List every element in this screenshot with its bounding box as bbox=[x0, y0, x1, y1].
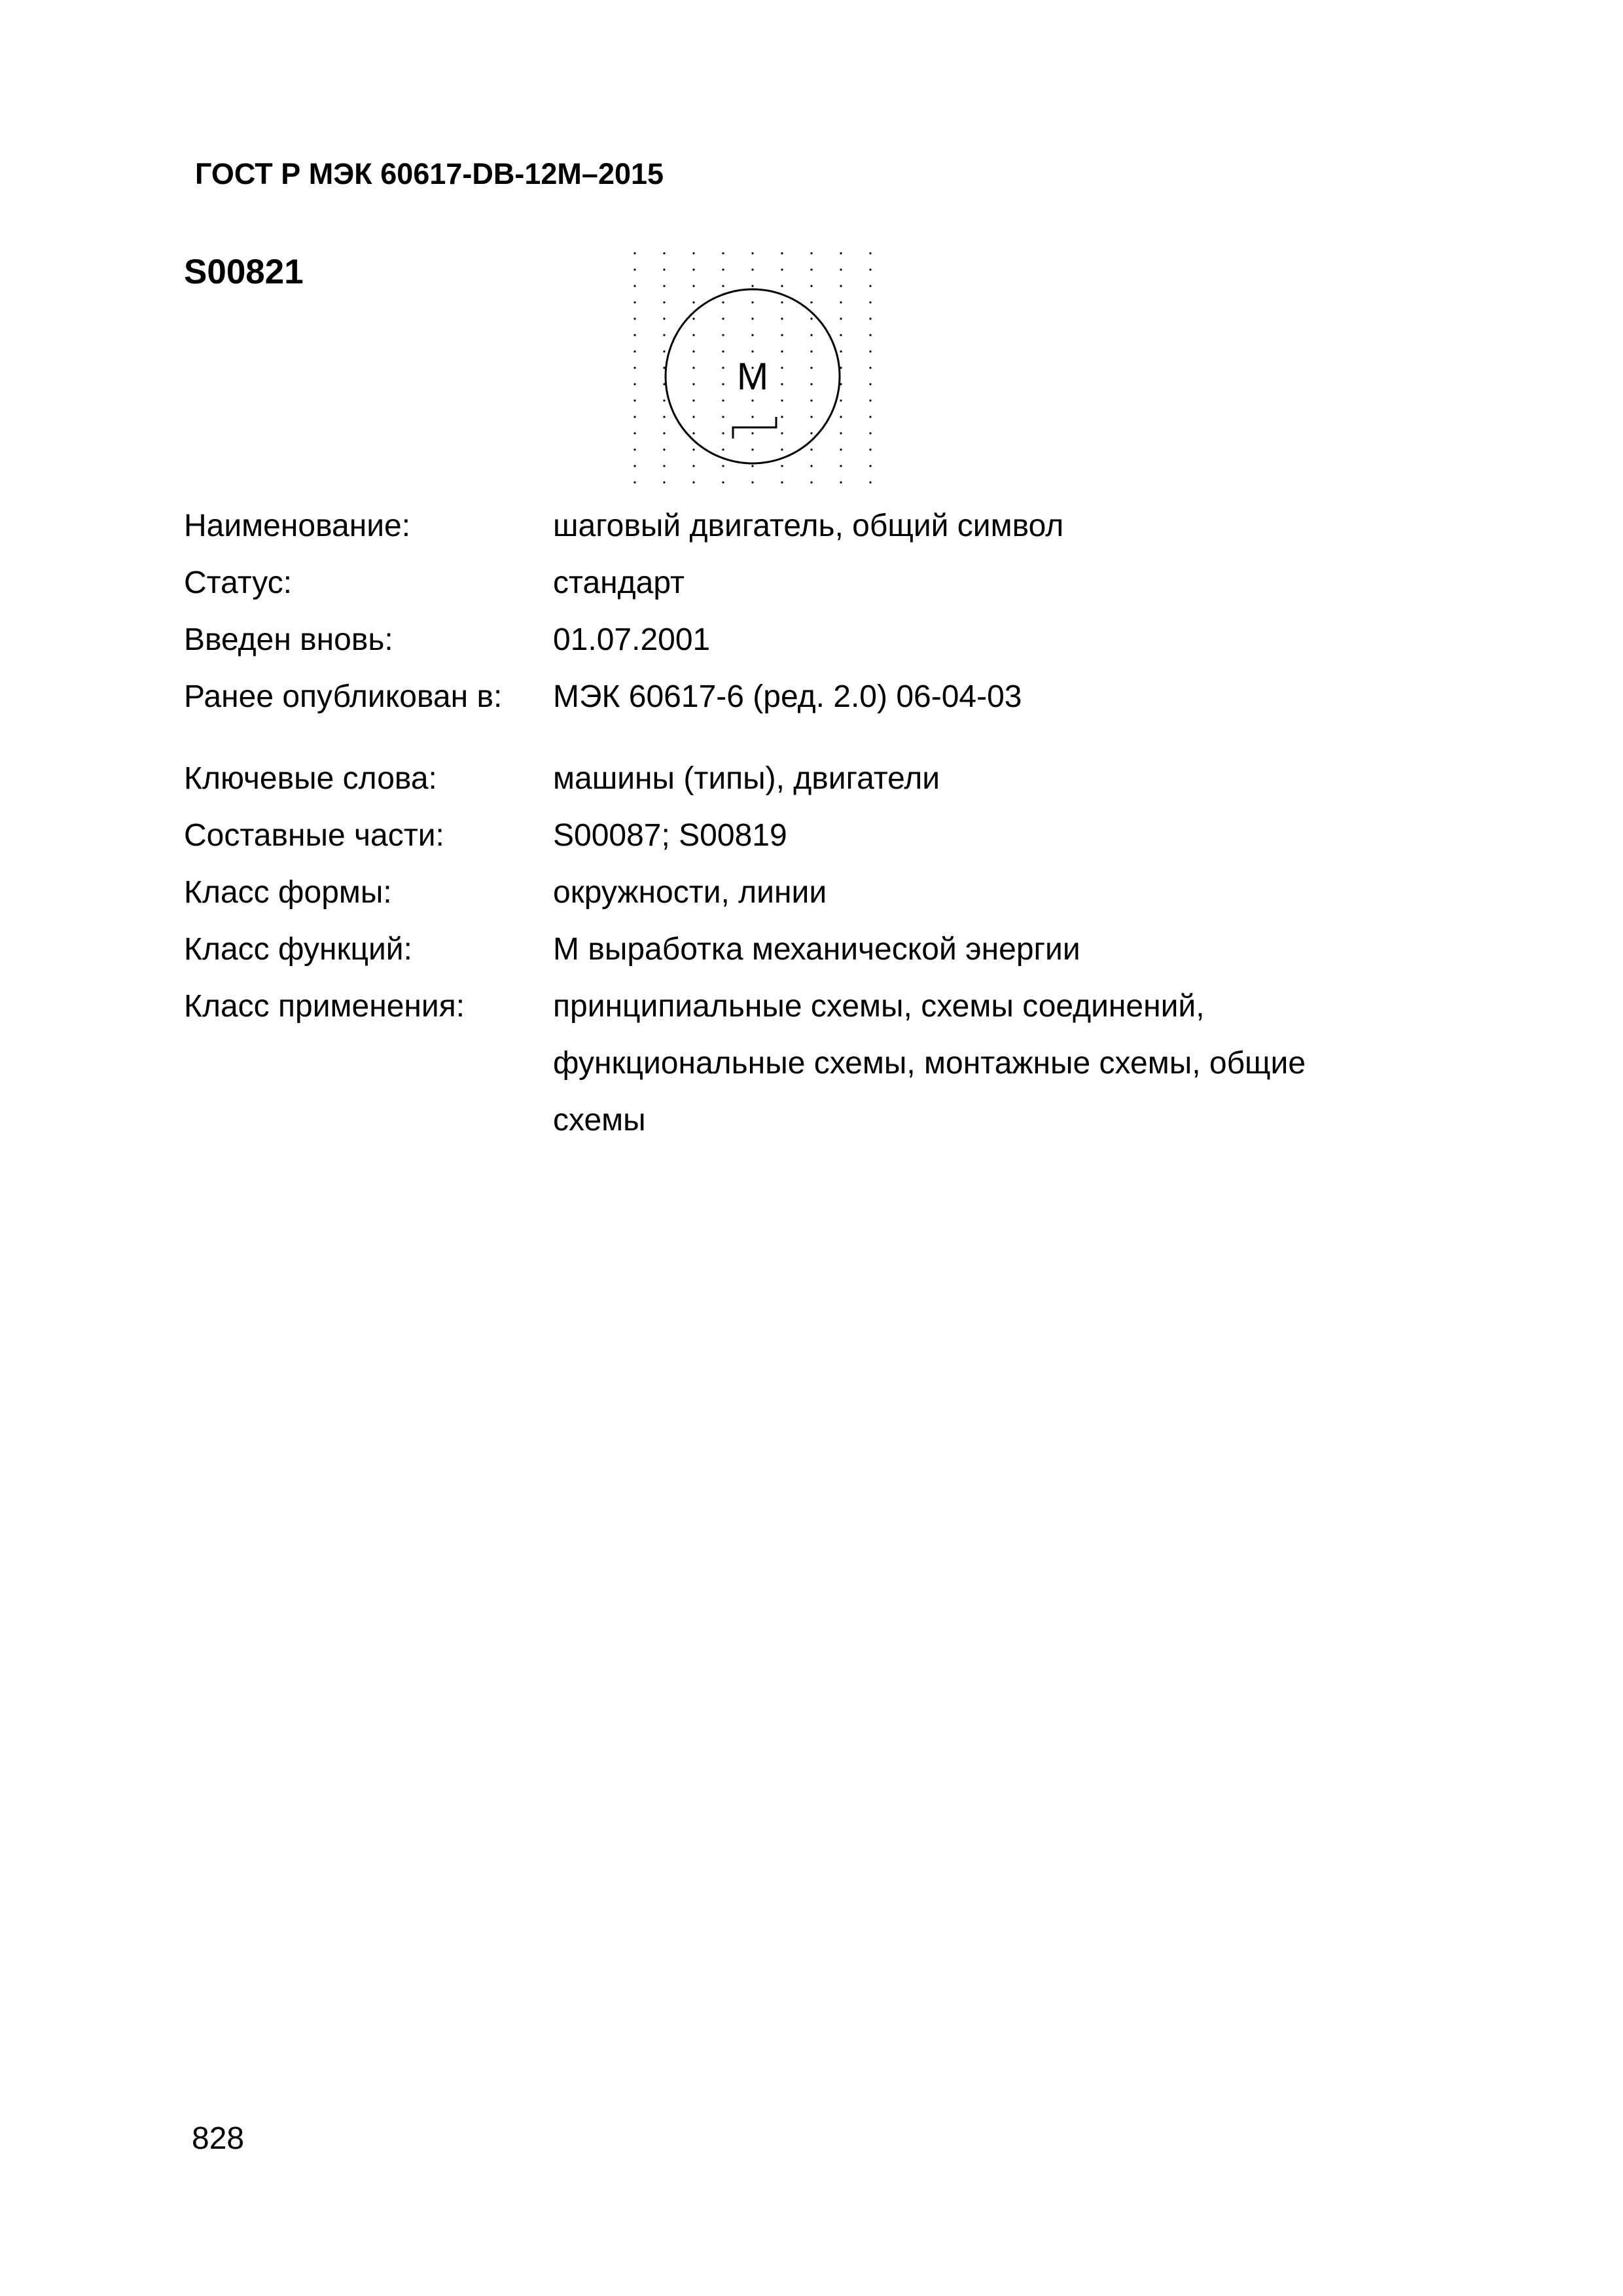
property-label: Статус: bbox=[184, 565, 293, 600]
grid-dot bbox=[781, 317, 783, 319]
grid-dot bbox=[722, 399, 724, 401]
grid-dot bbox=[751, 268, 753, 270]
property-published-row bbox=[184, 668, 1427, 725]
grid-dot bbox=[633, 465, 635, 467]
grid-dot bbox=[663, 252, 665, 254]
grid-dot bbox=[663, 268, 665, 270]
grid-dot bbox=[692, 350, 694, 352]
property-value: МЭК 60617-6 (ред. 2.0) 06-04-03 bbox=[553, 679, 1022, 714]
page-number: 828 bbox=[192, 2121, 245, 2156]
grid-dot bbox=[840, 399, 842, 401]
grid-dot bbox=[810, 252, 812, 254]
grid-dot bbox=[810, 268, 812, 270]
grid-dot bbox=[633, 448, 635, 450]
grid-dot bbox=[869, 350, 871, 352]
grid-dot bbox=[869, 416, 871, 418]
grid-dot bbox=[810, 285, 812, 287]
document-header: ГОСТ Р МЭК 60617-DB-12M–2015 bbox=[195, 157, 664, 190]
property-value: стандарт bbox=[553, 565, 685, 600]
grid-dot bbox=[633, 432, 635, 434]
grid-dot bbox=[781, 350, 783, 352]
grid-dot bbox=[810, 367, 812, 368]
property-value: 01.07.2001 bbox=[553, 622, 711, 657]
grid-dot bbox=[810, 481, 812, 483]
grid-dot bbox=[781, 465, 783, 467]
grid-dot bbox=[840, 432, 842, 434]
property-value: M выработка механической энергии bbox=[553, 932, 1080, 967]
property-label: Наименование: bbox=[184, 509, 411, 543]
grid-dot bbox=[663, 350, 665, 352]
property-application-class-row bbox=[184, 978, 1427, 1149]
grid-dot bbox=[751, 448, 753, 450]
grid-dot bbox=[692, 465, 694, 467]
grid-dot bbox=[722, 432, 724, 434]
property-keywords-row bbox=[184, 750, 1427, 807]
grid-dot bbox=[663, 432, 665, 434]
grid-dot bbox=[633, 317, 635, 319]
grid-dot bbox=[869, 334, 871, 336]
step-pulse-mark bbox=[733, 417, 776, 439]
property-status-row bbox=[184, 554, 1427, 611]
grid-dot bbox=[633, 252, 635, 254]
grid-dot bbox=[781, 268, 783, 270]
grid-dot bbox=[633, 367, 635, 368]
grid-dot bbox=[722, 481, 724, 483]
grid-dot bbox=[722, 383, 724, 385]
grid-dot bbox=[722, 301, 724, 303]
grid-dot bbox=[840, 416, 842, 418]
grid-dot bbox=[722, 317, 724, 319]
grid-dot bbox=[722, 448, 724, 450]
grid-dot bbox=[840, 285, 842, 287]
grid-dot bbox=[692, 383, 694, 385]
grid-dot bbox=[810, 465, 812, 467]
grid-dot bbox=[840, 448, 842, 450]
property-name-row bbox=[184, 497, 1427, 554]
grid-dot bbox=[722, 350, 724, 352]
grid-dot bbox=[810, 317, 812, 319]
property-label: Ранее опубликован в: bbox=[184, 679, 503, 714]
grid-dot bbox=[633, 285, 635, 287]
grid-dot bbox=[663, 416, 665, 418]
grid-dot bbox=[633, 399, 635, 401]
grid-dot bbox=[751, 252, 753, 254]
symbol-code: S00821 bbox=[184, 253, 304, 291]
grid-dot bbox=[722, 334, 724, 336]
grid-dot bbox=[810, 432, 812, 434]
grid-dot bbox=[692, 448, 694, 450]
grid-dot bbox=[692, 301, 694, 303]
symbol-properties bbox=[184, 497, 1427, 1149]
grid-dot bbox=[692, 432, 694, 434]
grid-dot bbox=[722, 465, 724, 467]
grid-dot bbox=[810, 334, 812, 336]
grid-dot bbox=[663, 448, 665, 450]
grid-dot bbox=[810, 350, 812, 352]
grid-dot bbox=[810, 399, 812, 401]
grid-dot bbox=[663, 317, 665, 319]
property-label: Ключевые слова: bbox=[184, 761, 437, 796]
grid-dot bbox=[869, 383, 871, 385]
grid-dot bbox=[781, 481, 783, 483]
property-components-row bbox=[184, 807, 1427, 864]
property-value: машины (типы), двигатели bbox=[553, 761, 940, 796]
grid-dot bbox=[633, 383, 635, 385]
grid-dot bbox=[869, 285, 871, 287]
grid-dot bbox=[633, 268, 635, 270]
grid-dot bbox=[869, 367, 871, 368]
grid-dot bbox=[781, 367, 783, 368]
grid-dot bbox=[663, 399, 665, 401]
grid-dot bbox=[781, 432, 783, 434]
grid-dot bbox=[692, 367, 694, 368]
grid-dot bbox=[751, 301, 753, 303]
grid-dot bbox=[633, 301, 635, 303]
grid-dot bbox=[633, 350, 635, 352]
grid-dot bbox=[751, 399, 753, 401]
property-shape-class-row bbox=[184, 864, 1427, 921]
grid-dot bbox=[869, 252, 871, 254]
grid-dot bbox=[869, 301, 871, 303]
grid-dot bbox=[722, 252, 724, 254]
grid-dot bbox=[781, 301, 783, 303]
grid-dot bbox=[663, 301, 665, 303]
stepper-motor-symbol bbox=[622, 245, 883, 494]
grid-dot bbox=[722, 285, 724, 287]
grid-dot bbox=[751, 465, 753, 467]
grid-dot bbox=[722, 416, 724, 418]
grid-dot bbox=[663, 481, 665, 483]
grid-dot bbox=[692, 399, 694, 401]
grid-dot bbox=[781, 252, 783, 254]
property-value: окружности, линии bbox=[553, 875, 827, 910]
grid-dot bbox=[781, 334, 783, 336]
grid-dot bbox=[692, 334, 694, 336]
grid-dot bbox=[810, 448, 812, 450]
grid-dot bbox=[751, 317, 753, 319]
grid-dot bbox=[869, 481, 871, 483]
grid-dot bbox=[633, 481, 635, 483]
grid-dot bbox=[810, 383, 812, 385]
property-value: принципиальные схемы, схемы соединений, функциональные схемы, монтажные схемы, общие схемы bbox=[553, 989, 1306, 1138]
grid-dot bbox=[692, 285, 694, 287]
property-label: Введен вновь: bbox=[184, 622, 393, 657]
grid-dot bbox=[781, 416, 783, 418]
property-introduced-row bbox=[184, 611, 1427, 668]
grid-dot bbox=[751, 416, 753, 418]
grid-dot bbox=[840, 481, 842, 483]
grid-dot bbox=[869, 448, 871, 450]
grid-dot bbox=[633, 416, 635, 418]
grid-dot bbox=[810, 301, 812, 303]
grid-dot bbox=[781, 285, 783, 287]
grid-dot bbox=[869, 432, 871, 434]
grid-dot bbox=[840, 301, 842, 303]
grid-dot bbox=[781, 399, 783, 401]
grid-dot bbox=[840, 317, 842, 319]
grid-dot bbox=[751, 350, 753, 352]
grid-dot bbox=[751, 481, 753, 483]
property-label: Класс применения: bbox=[184, 989, 465, 1024]
grid-dot bbox=[840, 350, 842, 352]
grid-dot bbox=[840, 268, 842, 270]
property-label: Класс функций: bbox=[184, 932, 412, 967]
grid-dot bbox=[869, 399, 871, 401]
grid-dot bbox=[692, 317, 694, 319]
grid-dot bbox=[751, 432, 753, 434]
property-function-class-row bbox=[184, 921, 1427, 978]
grid-dot bbox=[869, 465, 871, 467]
grid-dot bbox=[633, 334, 635, 336]
grid-dot bbox=[810, 416, 812, 418]
motor-letter: M bbox=[736, 355, 769, 398]
grid-dot bbox=[692, 268, 694, 270]
property-label: Класс формы: bbox=[184, 875, 392, 910]
grid-dot bbox=[692, 416, 694, 418]
grid-dot bbox=[751, 334, 753, 336]
grid-dot bbox=[840, 465, 842, 467]
grid-dot bbox=[663, 334, 665, 336]
property-value: S00087; S00819 bbox=[553, 818, 787, 853]
grid-dot bbox=[663, 285, 665, 287]
grid-dot bbox=[663, 465, 665, 467]
grid-dot bbox=[869, 268, 871, 270]
grid-dot bbox=[722, 268, 724, 270]
grid-dot bbox=[840, 252, 842, 254]
grid-dot bbox=[692, 252, 694, 254]
grid-dot bbox=[781, 383, 783, 385]
grid-dot bbox=[781, 448, 783, 450]
grid-dot bbox=[869, 317, 871, 319]
grid-dot bbox=[692, 481, 694, 483]
grid-dot bbox=[840, 334, 842, 336]
grid-dot bbox=[751, 285, 753, 287]
property-label: Составные части: bbox=[184, 818, 444, 853]
grid-dot bbox=[722, 367, 724, 368]
property-value: шаговый двигатель, общий символ bbox=[553, 509, 1064, 543]
